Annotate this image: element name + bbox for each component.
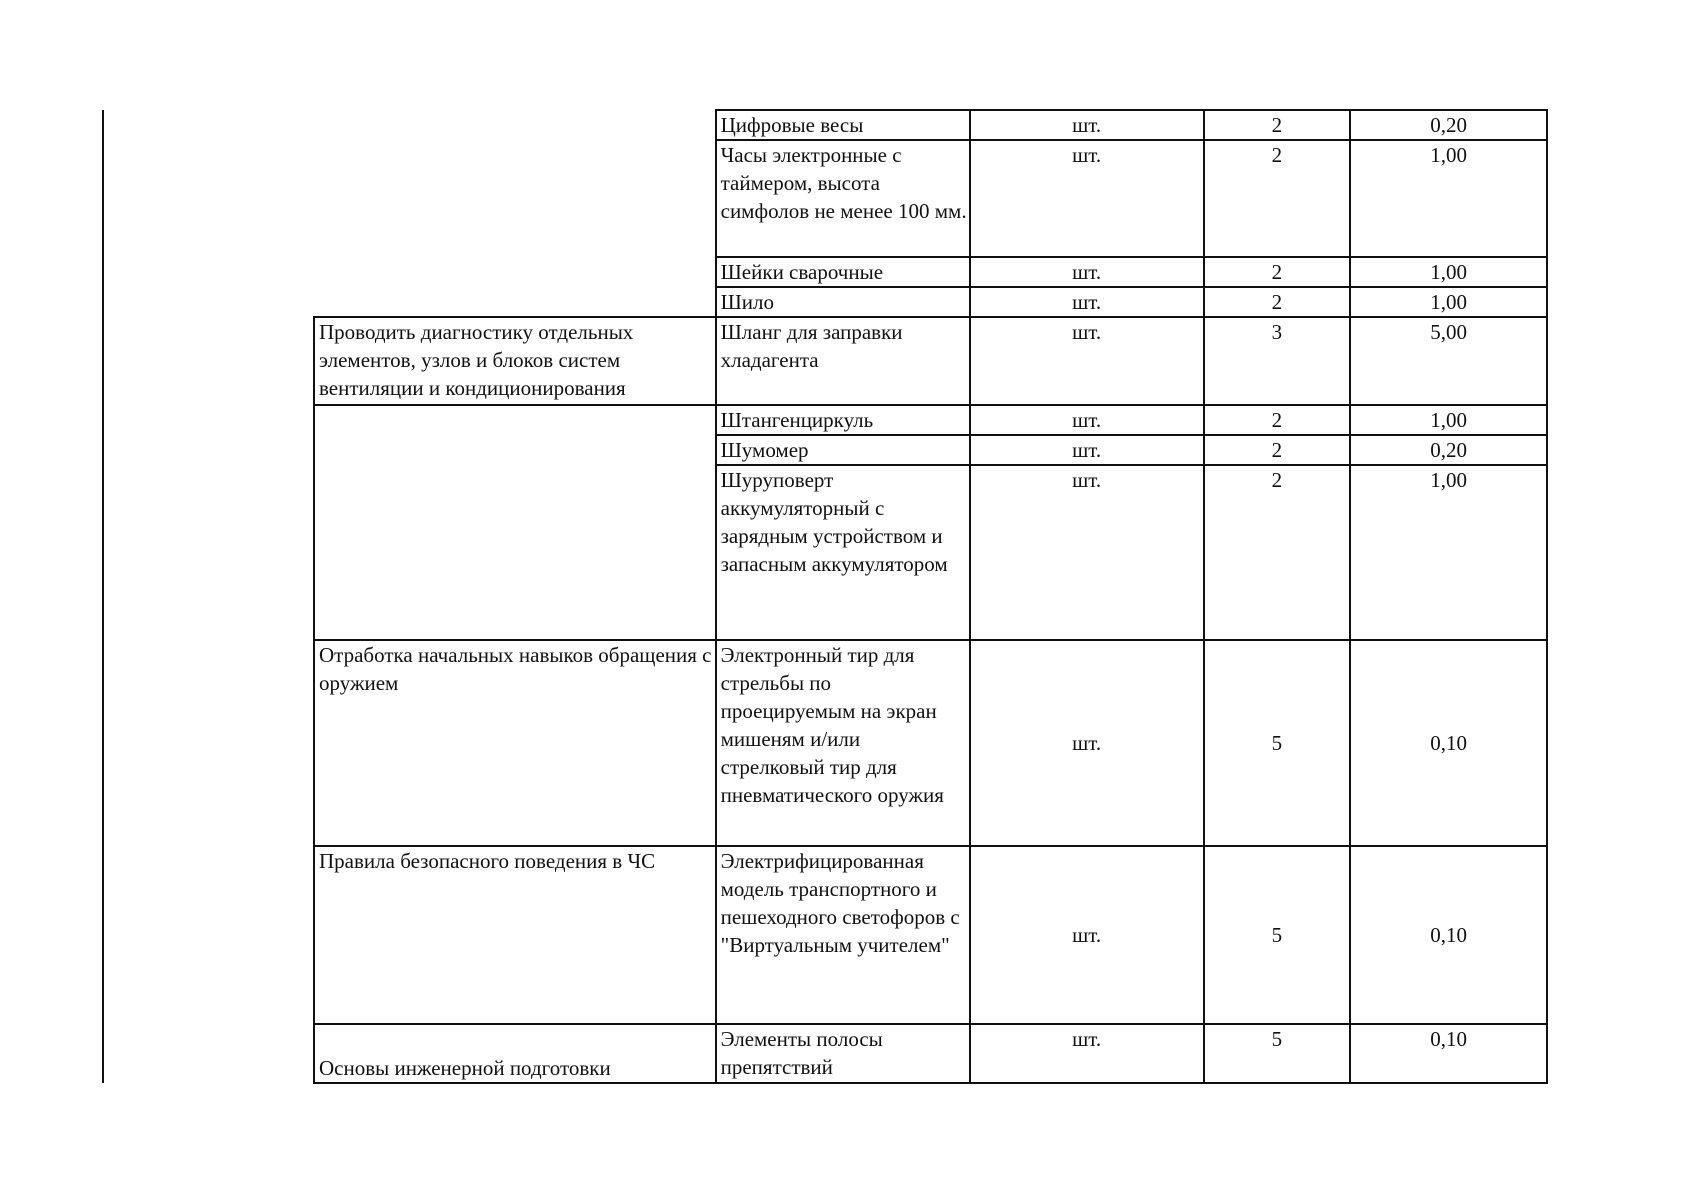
item-cell: Цифровые весы bbox=[716, 110, 970, 140]
table-row bbox=[314, 317, 1547, 405]
qty-cell: 2 bbox=[1204, 140, 1351, 257]
qty-cell: 3 bbox=[1204, 317, 1351, 405]
table-row bbox=[314, 640, 1547, 846]
unit-cell: шт. bbox=[970, 846, 1204, 1024]
value-cell: 1,00 bbox=[1350, 287, 1547, 317]
activity-cell: Отработка начальных навыков обращения с оружием bbox=[314, 640, 716, 846]
item-cell: Шило bbox=[716, 287, 970, 317]
unit-cell: шт. bbox=[970, 287, 1204, 317]
item-cell: Элементы полосы препятствий bbox=[716, 1024, 970, 1083]
table-row bbox=[314, 1024, 1547, 1083]
unit-cell: шт. bbox=[970, 465, 1204, 640]
qty-cell: 5 bbox=[1204, 1024, 1351, 1083]
left-margin-rule bbox=[102, 110, 104, 1083]
qty-cell: 5 bbox=[1204, 640, 1351, 846]
qty-cell: 5 bbox=[1204, 846, 1351, 1024]
value-cell: 1,00 bbox=[1350, 405, 1547, 435]
qty-cell: 2 bbox=[1204, 465, 1351, 640]
unit-cell: шт. bbox=[970, 1024, 1204, 1083]
unit-cell: шт. bbox=[970, 640, 1204, 846]
item-cell: Электрифицированная модель транспортного и пешеходного светофоров с "Виртуальным учителем" bbox=[716, 846, 970, 1024]
activity-cell: Проводить диагностику отдельных элементов, узлов и блоков систем вентиляции и кондиционирования bbox=[314, 317, 716, 405]
item-cell: Шланг для заправки хладагента bbox=[716, 317, 970, 405]
value-cell: 0,10 bbox=[1350, 1024, 1547, 1083]
item-cell: Часы электронные с таймером, высота симфолов не менее 100 мм. bbox=[716, 140, 970, 257]
value-cell: 0,20 bbox=[1350, 110, 1547, 140]
activity-cell bbox=[314, 110, 716, 317]
item-cell: Электронный тир для стрельбы по проецируемым на экран мишеням и/или стрелковый тир для пневматического оружия bbox=[716, 640, 970, 846]
value-cell: 1,00 bbox=[1350, 140, 1547, 257]
unit-cell: шт. bbox=[970, 110, 1204, 140]
qty-cell: 2 bbox=[1204, 257, 1351, 287]
value-cell: 1,00 bbox=[1350, 257, 1547, 287]
unit-cell: шт. bbox=[970, 257, 1204, 287]
unit-cell: шт. bbox=[970, 435, 1204, 465]
qty-cell: 2 bbox=[1204, 110, 1351, 140]
value-cell: 0,10 bbox=[1350, 640, 1547, 846]
table-row bbox=[314, 110, 1547, 140]
qty-cell: 2 bbox=[1204, 435, 1351, 465]
qty-cell: 2 bbox=[1204, 405, 1351, 435]
item-cell: Шейки сварочные bbox=[716, 257, 970, 287]
activity-cell: Правила безопасного поведения в ЧС bbox=[314, 846, 716, 1024]
unit-cell: шт. bbox=[970, 405, 1204, 435]
value-cell: 1,00 bbox=[1350, 465, 1547, 640]
item-cell: Штангенциркуль bbox=[716, 405, 970, 435]
table-row bbox=[314, 405, 1547, 435]
unit-cell: шт. bbox=[970, 317, 1204, 405]
activity-cell bbox=[314, 405, 716, 640]
activity-cell: Основы инженерной подготовки bbox=[314, 1024, 716, 1083]
value-cell: 0,10 bbox=[1350, 846, 1547, 1024]
qty-cell: 2 bbox=[1204, 287, 1351, 317]
value-cell: 0,20 bbox=[1350, 435, 1547, 465]
value-cell: 5,00 bbox=[1350, 317, 1547, 405]
item-cell: Шуруповерт аккумуляторный с зарядным устройством и запасным аккумулятором bbox=[716, 465, 970, 640]
equipment-table bbox=[313, 109, 1548, 1084]
table-row bbox=[314, 846, 1547, 1024]
unit-cell: шт. bbox=[970, 140, 1204, 257]
item-cell: Шумомер bbox=[716, 435, 970, 465]
